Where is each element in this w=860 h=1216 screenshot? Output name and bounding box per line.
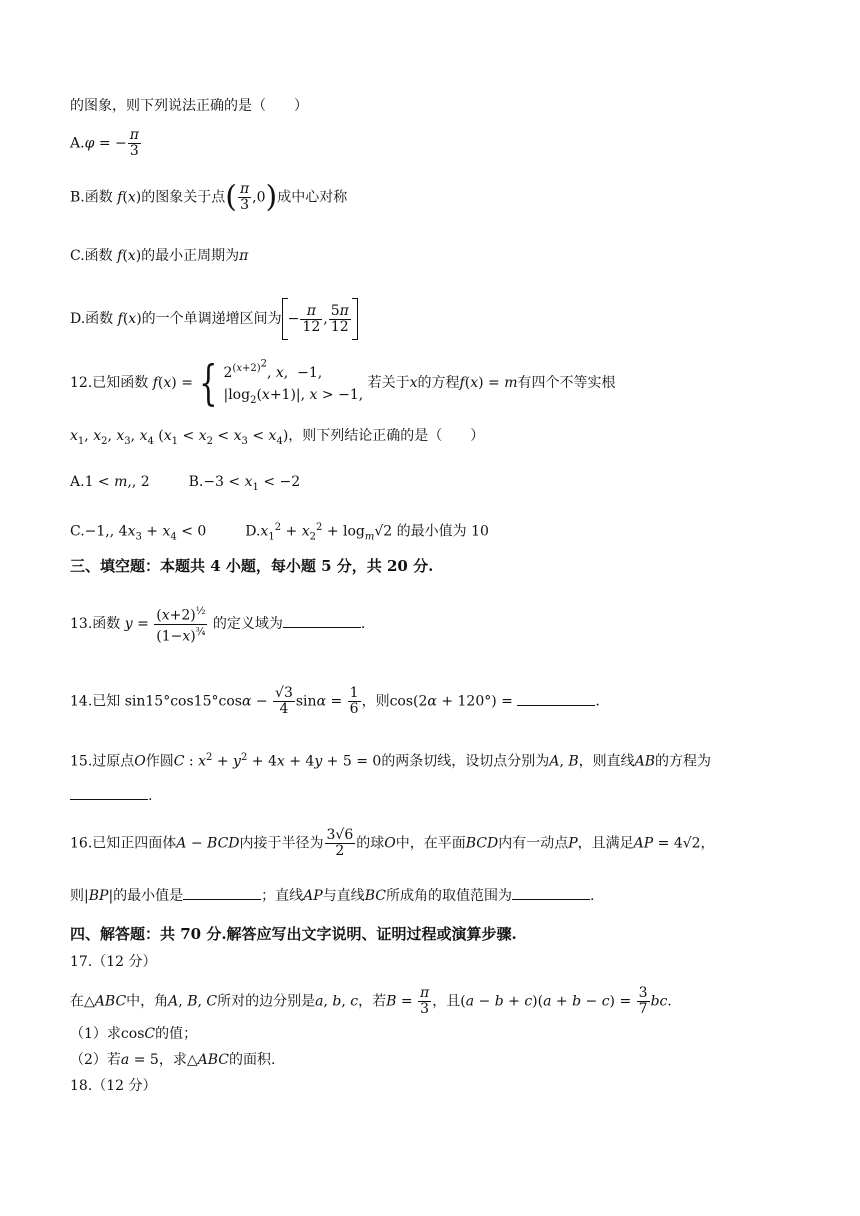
fraction: $\frac{√3}{4}$ bbox=[275, 685, 293, 717]
q11-option-c: C.函数 f(x)的最小正周期为π bbox=[70, 248, 249, 264]
fraction: $\frac{5\pi}{12}$ bbox=[330, 302, 349, 335]
answer-blank[interactable] bbox=[517, 705, 595, 706]
question-14: 14.已知 sin15°cos15°cosα − $\frac{√3}{4}$ sinα = $\frac{1}{6}$ ，则cos(2α + 120°) = . bbox=[70, 685, 600, 717]
question-18-header: 18.（12 分） bbox=[70, 1078, 157, 1094]
answer-blank[interactable] bbox=[512, 899, 590, 900]
q11-option-d: D.函数 f(x)的一个单调递增区间为 − $\frac{\pi}{12}$ , $\frac{5\pi}{12}$ bbox=[70, 298, 820, 340]
question-17-header: 17.（12 分） bbox=[70, 954, 157, 970]
fraction: $\frac{1}{6}$ bbox=[349, 685, 359, 717]
q16-continued: 则|BP|的最小值是 ；直线AP与直线BC所成角的取值范围为 . bbox=[70, 888, 595, 904]
fraction: $\frac{\pi}{3}$ bbox=[420, 985, 430, 1017]
q17-part-1: （1）求cosC的值； bbox=[70, 1026, 198, 1042]
q11-stem-tail: 的图象，则下列说法正确的是（ ） bbox=[70, 98, 308, 114]
fraction: $\frac{\pi}{3}$ bbox=[239, 181, 250, 213]
q11-option-b: B.函数 f(x)的图象关于点( $\frac{\pi}{3}$ ,0)成中心对称 bbox=[70, 179, 348, 215]
q11-option-a: A.φ = − $\frac{\pi}{3}$ bbox=[70, 127, 139, 159]
question-12: 12.已知函数 f(x) = { $2^{(x+2)^2}$, x, −1, $|\log_2(x+1)|$, x > −1, 若关于x的方程f(x) = m有四个不等实根 bbox=[70, 354, 616, 411]
fraction: $\frac{\pi}{3}$ bbox=[129, 127, 139, 159]
fraction: $\frac{(x+2)^{\frac{1}{2}}}{(1-x)^{\frac{3}{4}}}$ bbox=[156, 606, 206, 645]
q17-part-2: （2）若a = 5，求△ABC的面积. bbox=[70, 1052, 276, 1068]
piecewise-function: $2^{(x+2)^2}$, x, −1, $|\log_2(x+1)|$, x > −1, bbox=[223, 359, 364, 406]
q15-answer-line: . bbox=[70, 786, 820, 806]
q12-options-ab: A.1 < m,, 2 $B.-3 < x_1 < -2$ bbox=[70, 474, 301, 493]
answer-blank[interactable] bbox=[70, 799, 148, 800]
q12-options-cd: C.−1,, $4x_3 + x_4 < 0$ $D.x_1^2 + x_2^2 + \log_m√2$ 的最小值为 10 bbox=[70, 522, 489, 543]
q12-roots: $x_1$, $x_2$, $x_3$, $x_4$ $(x_1 < x_2 < x_3 < x_4)$，则下列结论正确的是（ ） bbox=[70, 428, 485, 447]
question-15: 15.过原点O作圆C : $x^2 + y^2 + 4x + 4y + 5 = 0$的两条切线，设切点分别为A, B，则直线AB的方程为 bbox=[70, 752, 712, 770]
fraction: $\frac{\pi}{12}$ bbox=[302, 302, 321, 335]
section-3-heading: 三、填空题：本题共 4 小题，每小题 5 分，共 20 分. bbox=[70, 557, 434, 575]
question-11-tail bbox=[70, 96, 820, 116]
question-13: 13.函数 y = $\frac{(x+2)^{\frac{1}{2}}}{(1-x)^{\frac{3}{4}}}$ 的定义域为 . bbox=[70, 606, 366, 645]
fraction: $\frac{3}{7}$ bbox=[638, 985, 648, 1017]
section-4-heading: 四、解答题：共 70 分.解答应写出文字说明、证明过程或演算步骤. bbox=[70, 925, 517, 943]
question-16: 16.已知正四面体A − BCD内接于半径为 $\frac{3√6}{2}$ 的球O中，在平面BCD内有一动点P，且满足AP = 4√2， bbox=[70, 827, 715, 859]
question-17: 在△ABC中，角A, B, C所对的边分别是a, b, c，若B = $\frac{\pi}{3}$ ，且(a − b + c)(a + b − c) = $\frac{3}{7}$ bc. bbox=[70, 985, 672, 1017]
answer-blank[interactable] bbox=[283, 627, 361, 628]
fraction: $\frac{3√6}{2}$ bbox=[326, 827, 354, 859]
answer-blank[interactable] bbox=[183, 899, 261, 900]
